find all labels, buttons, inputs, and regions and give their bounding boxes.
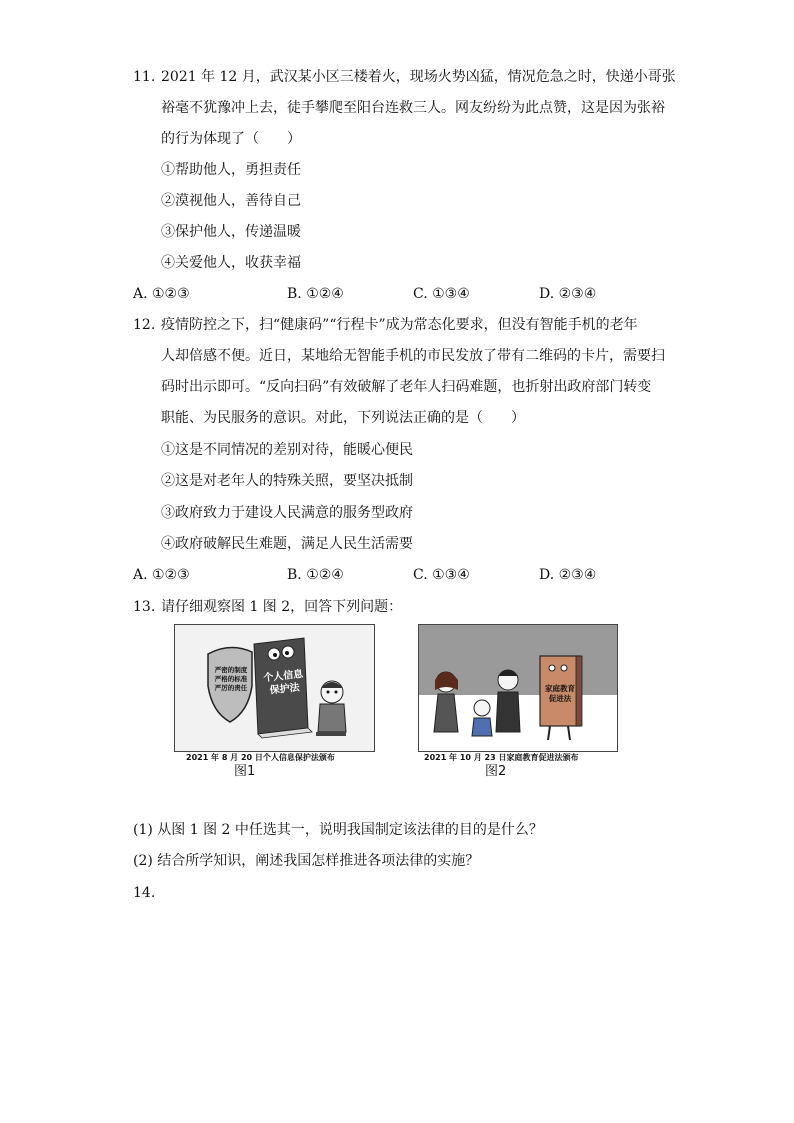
figure-1-shield-text [212,666,250,693]
figure-2-label: 图2 [485,764,507,779]
q11-item-2: ②漠视他人，善待自己 [161,193,301,209]
q11-option-b: B. ①②④ [287,286,344,302]
q12-option-b: B. ①②④ [287,567,344,583]
q11-option-a: A. ①②③ [133,286,190,302]
q12-option-d: D. ②③④ [539,567,597,583]
q11-stem-line-2: 裕毫不犹豫冲上去，徒手攀爬至阳台连救三人。网友纷纷为此点赞，这是因为张裕 [161,100,665,116]
q11-option-d: D. ②③④ [539,286,597,302]
book-title-line: 个人信息 [262,668,304,685]
q11-item-1: ①帮助他人，勇担责任 [161,162,301,178]
q11-option-c: C. ①③④ [413,286,470,302]
shield-line: 严格的标准 [214,675,248,683]
figure-2-book-title [542,684,578,704]
figure-1-caption: 2021 年 8 月 20 日个人信息保护法颁布 [186,753,335,762]
q12-item-2: ②这是对老年人的特殊关照，要坚决抵制 [161,473,413,489]
q12-item-4: ④政府破解民生难题，满足人民生活需要 [161,536,413,552]
figure-1-book-title [261,668,307,698]
q12-number: 12. [133,317,156,333]
q12-stem-line-2: 人却倍感不便。近日，某地给无智能手机的市民发放了带有二维码的卡片，需要扫 [161,348,665,364]
q13-number: 13. [133,599,156,615]
q11-stem-line-3: 的行为体现了（ ） [161,131,301,147]
q11-number: 11. [133,69,156,85]
q12-stem-line-3: 码时出示即可。“反向扫码”有效破解了老年人扫码难题，也折射出政府部门转变 [161,379,652,395]
figure-2 [418,624,618,762]
q12-stem-line-1: 疫情防控之下，扫“健康码”“行程卡”成为常态化要求，但没有智能手机的老年 [161,317,638,333]
figure-2-illustration [418,624,618,752]
q13-subquestion-2: (2) 结合所学知识，阐述我国怎样推进各项法律的实施？ [133,853,480,869]
q14-number: 14. [133,885,156,901]
q12-item-1: ①这是不同情况的差别对待，能暖心便民 [161,442,413,458]
figure-2-caption: 2021 年 10 月 23 日家庭教育促进法颁布 [424,753,579,762]
figure-1 [174,624,375,762]
q13-stem: 请仔细观察图 1 图 2，回答下列问题： [161,599,403,615]
q11-item-3: ③保护他人，传递温暖 [161,224,301,240]
shield-line: 严密的制度 [214,666,248,674]
q11-stem-line-1: 2021 年 12 月，武汉某小区三楼着火，现场火势凶猛，情况危急之时，快递小哥张 [161,69,676,85]
book-title-line: 家庭教育 [545,684,575,693]
figure-1-label: 图1 [234,764,256,779]
q12-item-3: ③政府致力于建设人民满意的服务型政府 [161,505,413,521]
book-title-line: 促进法 [548,694,572,703]
q13-subquestion-1: (1) 从图 1 图 2 中任选其一，说明我国制定该法律的目的是什么？ [133,822,543,838]
q12-stem-line-4: 职能、为民服务的意识。对此，下列说法正确的是（ ） [161,410,525,426]
book-title-line: 保护法 [269,682,301,697]
q11-item-4: ④关爱他人，收获幸福 [161,255,301,271]
q12-option-c: C. ①③④ [413,567,470,583]
q12-option-a: A. ①②③ [133,567,190,583]
shield-line: 严厉的责任 [214,684,248,692]
